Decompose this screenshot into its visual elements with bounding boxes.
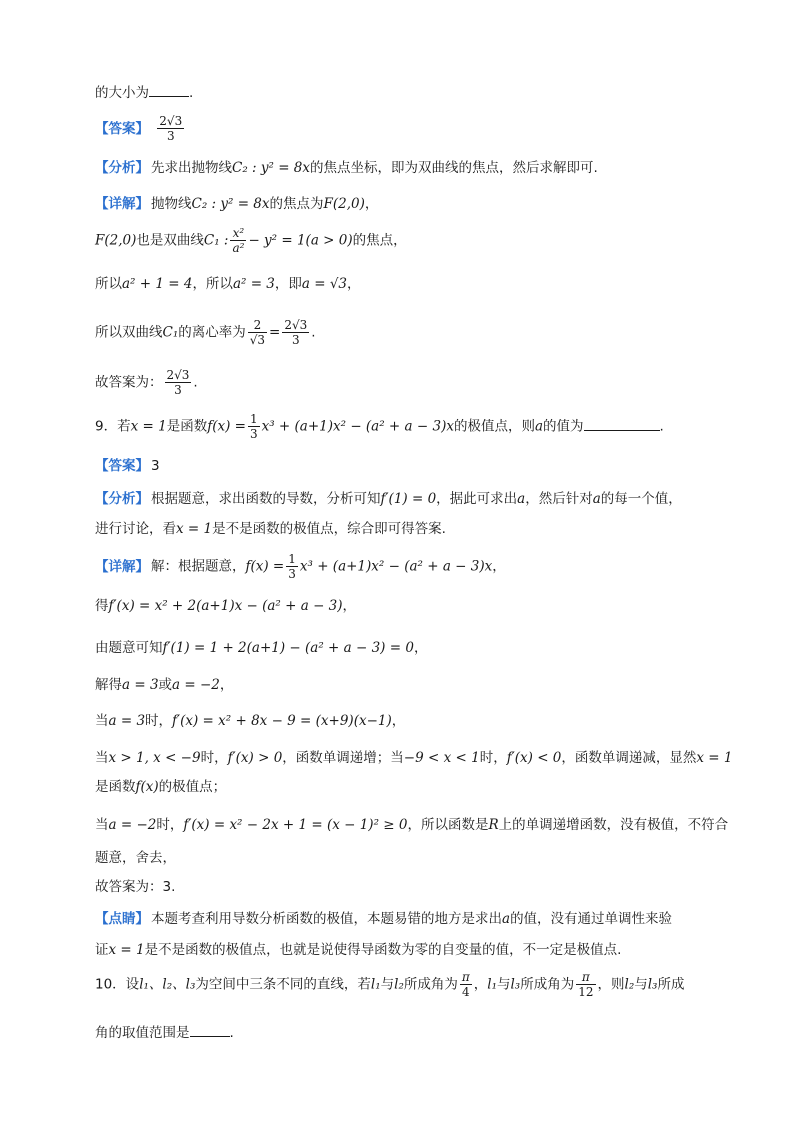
math-expression: −9 < x < 1: [403, 750, 480, 766]
text: ，: [492, 558, 506, 575]
analysis-tag: 【分析】: [95, 491, 149, 507]
math-expression: C₁ :: [203, 232, 229, 249]
q8-tail-text: 的大小为: [95, 85, 149, 101]
math-expression: F(2,0): [323, 196, 365, 212]
q8-tail-end: .: [189, 85, 194, 101]
q9-tip-line-1: [95, 909, 715, 929]
text: 抛物线: [151, 196, 192, 212]
text: 故答案为：: [95, 374, 163, 391]
text: 故答案为：3.: [95, 879, 176, 895]
text: 先求出抛物线: [151, 160, 232, 176]
math-expression: C₁: [162, 324, 179, 341]
text: 的焦点，: [352, 232, 407, 249]
text: 是函数: [95, 779, 136, 795]
math-expression: a² + 1 = 4: [122, 276, 193, 292]
text: 的值，没有通过单调性来验: [510, 911, 673, 927]
math-expression: f(x) =: [207, 418, 246, 435]
text: ，据此可求出: [436, 491, 518, 507]
q10-question-line-2: [95, 1022, 715, 1043]
detail-tag: 【详解】: [95, 196, 149, 212]
text: ，: [219, 677, 234, 693]
fraction-numerator: π: [461, 970, 470, 984]
fraction: [248, 412, 260, 441]
text: 所以: [95, 276, 122, 292]
math-expression: f′(1) = 1 + 2(a+1) − (a² + a − 3) = 0: [162, 640, 414, 656]
text: ，然后针对: [525, 491, 593, 507]
q9-final-line: [95, 877, 715, 897]
math-expression: a = √3: [301, 276, 348, 292]
text: ，: [364, 196, 379, 212]
fraction: [282, 318, 309, 347]
text: 当: [95, 817, 109, 833]
q9-detail-line-4: [95, 675, 715, 695]
math-expression: f′(x) > 0: [227, 750, 283, 766]
text: 是函数: [166, 418, 208, 435]
q8-detail-line-2: [95, 226, 715, 260]
fraction-denominator: 3: [249, 427, 258, 441]
answer-tag: 【答案】: [95, 458, 149, 474]
text: .: [193, 374, 198, 391]
analysis-tag: 【分析】: [95, 160, 149, 176]
text: 时，: [156, 817, 184, 833]
math-expression: l₁: [487, 976, 497, 993]
q9-answer-line: [95, 456, 715, 476]
q9-detail-line-3: [95, 638, 715, 658]
math-expression: f(x) =: [245, 558, 285, 575]
fraction: [230, 226, 246, 255]
text: 角的取值范围是: [95, 1025, 190, 1041]
tip-tag: 【点睛】: [95, 911, 149, 927]
math-expression: a = −2: [108, 817, 157, 833]
q9-detail-line-6: [95, 748, 733, 768]
text: ，: [413, 640, 428, 656]
text: 所成: [657, 976, 685, 993]
text: ，所以: [192, 276, 233, 292]
math-expression: a = −2: [172, 677, 220, 693]
math-expression: x = 1: [696, 750, 733, 766]
math-expression: l₃: [510, 976, 521, 993]
text: 所以双曲线: [95, 324, 163, 341]
fraction-numerator: 2: [248, 318, 267, 333]
text: 由题意可知: [95, 640, 163, 656]
fraction-numerator: x²: [230, 226, 246, 241]
q9-detail-line-7: [95, 777, 715, 797]
fraction-numerator: 2√3: [284, 318, 308, 332]
math-expression: f′(x) = x² − 2x + 1 = (x − 1)² ≥ 0: [183, 817, 408, 833]
text: 证: [95, 942, 109, 958]
math-expression: x = 1: [176, 521, 213, 537]
fraction-numerator: 2√3: [159, 114, 183, 128]
math-expression: a: [517, 491, 526, 507]
fraction-denominator: 12: [578, 985, 594, 999]
text: 的焦点坐标，即为双曲线的焦点，然后求解即可.: [310, 160, 598, 176]
text: 解：根据题意，: [151, 558, 246, 575]
text: 的值为: [543, 418, 584, 435]
fraction: [460, 970, 472, 999]
fraction: [248, 318, 267, 347]
math-expression: C₂ : y² = 8x: [191, 196, 270, 212]
q9-detail-line-2: [95, 596, 715, 616]
math-expression: x > 1, x < −9: [108, 750, 201, 766]
math-expression: a: [502, 911, 511, 927]
text: 时，: [145, 713, 173, 729]
answer-value: 3: [151, 458, 160, 474]
text: 是不是函数的极值点，综合即可得答案.: [212, 521, 446, 537]
text: 的极值点，则: [453, 418, 535, 435]
text: 是不是函数的极值点，也就是说使得导函数为零的自变量的值，不一定是极值点.: [144, 942, 622, 958]
math-expression: a: [534, 418, 544, 435]
math-expression: a: [592, 491, 601, 507]
text: ，函数单调递增；当: [282, 750, 404, 766]
q10-question-line-1: [95, 970, 715, 1004]
answer-tag: 【答案】: [95, 120, 149, 137]
text: 或: [158, 677, 173, 693]
q8-answer-line: [95, 114, 715, 148]
text: 的每一个值，: [600, 491, 682, 507]
fraction-denominator: 3: [166, 129, 175, 143]
q8-detail-line-3: [95, 274, 715, 294]
fraction-denominator: 3: [291, 333, 300, 347]
text: 的极值点；: [158, 779, 227, 795]
text: ，: [391, 713, 406, 729]
text: 当: [95, 750, 109, 766]
q8-final-line: [95, 368, 715, 404]
math-expression: x³ + (a+1)x² − (a² + a − 3)x: [261, 418, 454, 435]
text: 为空间中三条不同的直线，若: [195, 976, 371, 993]
q9-detail-line-5: [95, 711, 715, 731]
text: 的离心率为: [178, 324, 246, 341]
math-expression: l₃: [647, 976, 658, 993]
q9-analysis-line-1: [95, 489, 715, 509]
math-expression: a = 3: [108, 713, 146, 729]
math-expression: f′(1) = 0: [380, 491, 437, 507]
text: 本题考查利用导数分析函数的极值，本题易错的地方是求出: [151, 911, 502, 927]
text: 上的单调递增函数，没有极值，不符合: [498, 817, 729, 833]
fraction: [576, 970, 595, 999]
text: 与: [634, 976, 648, 993]
math-expression: l₁、l₂、l₃: [139, 976, 196, 993]
text: 根据题意，求出函数的导数，分析可知: [151, 491, 381, 507]
fraction: [286, 552, 298, 581]
detail-tag: 【详解】: [95, 558, 149, 575]
text: .: [311, 324, 316, 341]
math-expression: l₁: [370, 976, 381, 993]
text: 与: [496, 976, 511, 993]
fraction-numerator: π: [576, 970, 595, 985]
text: 得: [95, 598, 109, 614]
math-expression: x³ + (a+1)x² − (a² + a − 3)x: [299, 558, 493, 575]
answer-blank: [190, 1022, 230, 1037]
q8-answer-fraction: [157, 114, 184, 143]
math-expression: x = 1: [130, 418, 167, 435]
q9-detail-line-8: [95, 815, 729, 835]
fraction-denominator: √3: [249, 333, 266, 347]
math-expression: − y² = 1(a > 0): [248, 232, 353, 249]
text: ，则: [597, 976, 625, 993]
math-expression: x = 1: [108, 942, 145, 958]
fraction-denominator: 3: [174, 383, 182, 397]
text: 所成角为: [403, 976, 458, 993]
text: ，: [473, 976, 488, 993]
q9-detail-line-9: [95, 848, 715, 868]
fraction-numerator: 1: [288, 552, 296, 566]
text: 也是双曲线: [136, 232, 204, 249]
q8-tail-line: [95, 82, 715, 103]
fraction-numerator: 2√3: [166, 368, 190, 382]
fraction-denominator: a²: [232, 241, 245, 255]
text: ，函数单调递减，显然: [561, 750, 697, 766]
q9-question-line: [95, 412, 715, 446]
math-expression: R: [488, 817, 499, 833]
text: 题意，舍去，: [95, 850, 176, 866]
q8-detail-line-4: [95, 318, 715, 354]
answer-blank: [584, 416, 660, 431]
math-expression: f′(x) = x² + 2(a+1)x − (a² + a − 3): [108, 598, 343, 614]
math-expression: f′(x) < 0: [506, 750, 562, 766]
text: 与: [380, 976, 395, 993]
fraction: [165, 368, 192, 397]
text: .: [229, 1025, 234, 1041]
fraction-denominator: 3: [288, 567, 296, 581]
q9-tip-line-2: [95, 940, 715, 960]
q9-analysis-line-2: [95, 519, 715, 539]
math-expression: C₂ : y² = 8x: [232, 160, 311, 176]
question-number: 10．设: [95, 976, 140, 993]
math-expression: f′(x) = x² + 8x − 9 = (x+9)(x−1): [172, 713, 392, 729]
text: ，: [342, 598, 357, 614]
text: 时，: [479, 750, 507, 766]
text: 当: [95, 713, 109, 729]
fraction-denominator: 4: [461, 985, 470, 999]
q8-analysis-line: [95, 158, 715, 178]
text: 进行讨论，看: [95, 521, 176, 537]
math-expression: l₂: [394, 976, 404, 993]
text: 所成角为: [520, 976, 575, 993]
text: 的焦点为: [269, 196, 324, 212]
text: 时，: [200, 750, 228, 766]
answer-blank: [149, 82, 189, 97]
q8-detail-line-1: [95, 194, 715, 214]
math-expression: l₂: [624, 976, 635, 993]
question-number: 9．若: [95, 418, 131, 435]
math-expression: =: [269, 324, 281, 341]
math-expression: F(2,0): [95, 232, 137, 249]
text: 解得: [95, 677, 122, 693]
math-expression: a = 3: [122, 677, 159, 693]
math-expression: a² = 3: [232, 276, 275, 292]
text: .: [659, 418, 664, 435]
text: ，所以函数是: [407, 817, 489, 833]
fraction-numerator: 1: [249, 412, 258, 426]
math-expression: f(x): [135, 779, 159, 795]
text: ，: [347, 276, 361, 292]
q9-detail-line-1: [95, 552, 715, 586]
text: ，即: [274, 276, 302, 292]
